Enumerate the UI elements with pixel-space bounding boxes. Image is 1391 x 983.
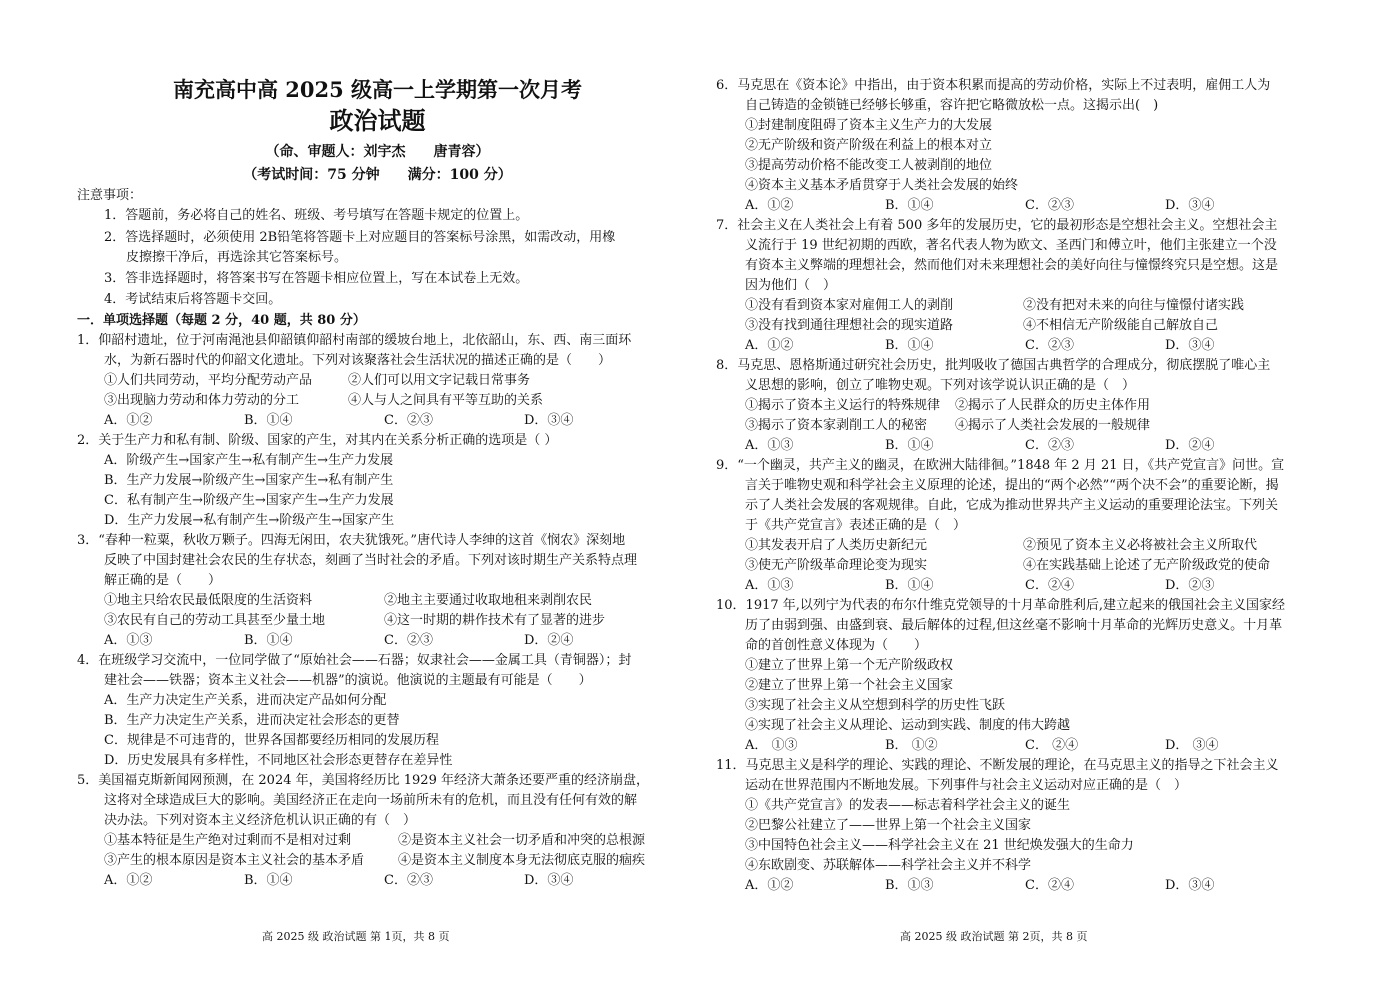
option-b[interactable]: B．①④ bbox=[244, 633, 293, 648]
q7-stem: 有资本主义弊端的理想社会，然而他们对未来理想社会的美好向往与憧憬终究只是空想。这是 bbox=[745, 258, 1279, 273]
option-b[interactable]: B． ①② bbox=[885, 738, 938, 753]
option-b[interactable]: B．①④ bbox=[885, 198, 934, 213]
q10-statement: ①建立了世界上第一个无产阶级政权 bbox=[745, 658, 954, 673]
note-2: 2．答选择题时，必须使用 2B铅笔将答题卡上对应题目的答案标号涂黑，如需改动，用橡 bbox=[104, 230, 616, 245]
q7-statement: ②没有把对未来的向往与憧憬付诸实践 bbox=[1023, 298, 1245, 313]
q9-statement: ④在实践基础上论述了无产阶级政党的使命 bbox=[1023, 558, 1271, 573]
q6-statement: ③提高劳动价格不能改变工人被剥削的地位 bbox=[745, 158, 993, 173]
exam-title: 南充高中高 2025 级高一上学期第一次月考 bbox=[172, 77, 583, 102]
option-a[interactable]: A．①③ bbox=[104, 633, 153, 648]
q6-statement: ①封建制度阻碍了资本主义生产力的大发展 bbox=[745, 118, 993, 133]
option-a[interactable]: A． ①③ bbox=[745, 738, 798, 753]
notes-heading: 注意事项： bbox=[77, 188, 143, 203]
q7-statement: ③没有找到通往理想社会的现实道路 bbox=[745, 318, 954, 333]
option-b[interactable]: B．①④ bbox=[244, 413, 293, 428]
option-c[interactable]: C．②③ bbox=[384, 413, 433, 428]
q3-statement: ①地主只给农民最低限度的生活资料 bbox=[104, 593, 313, 608]
q2-option[interactable]: A．阶级产生→国家产生→私有制产生→生产力发展 bbox=[104, 453, 394, 468]
q3-statement: ②地主主要通过收取地租来剥削农民 bbox=[384, 593, 593, 608]
q2-option[interactable]: C．私有制产生→阶级产生→国家产生→生产力发展 bbox=[104, 493, 394, 508]
q1-statement: ②人们可以用文字记载日常事务 bbox=[348, 373, 531, 388]
q10-stem: 历了由弱到强、由盛到衰、最后解体的过程,但这丝毫不影响十月革命的光辉历史意义。十月革 bbox=[745, 618, 1283, 633]
q9-stem: 9．“一个幽灵，共产主义的幽灵，在欧洲大陆徘徊。”1848 年 2 月 21 日，《共产党宣言》问世。宣 bbox=[716, 458, 1285, 473]
q3-stem: 反映了中国封建社会农民的生存状态，刻画了当时社会的矛盾。下列对该时期生产关系特点理 bbox=[104, 553, 638, 568]
option-d[interactable]: D．③④ bbox=[1165, 198, 1215, 213]
q7-statement: ①没有看到资本家对雇佣工人的剥削 bbox=[745, 298, 954, 313]
q2-option[interactable]: B．生产力发展→阶级产生→国家产生→私有制产生 bbox=[104, 473, 394, 488]
q8-statement: ③揭示了资本家剥削工人的秘密 bbox=[745, 418, 928, 433]
q4-option[interactable]: A．生产力决定生产关系，进而决定产品如何分配 bbox=[104, 693, 387, 708]
q5-statement: ④是资本主义制度本身无法彻底克服的痼疾 bbox=[398, 853, 646, 868]
q9-stem: 言关于唯物史观和科学社会主义原理的论述，提出的“两个必然”“两个决不会”的重要论断，揭 bbox=[745, 478, 1279, 493]
q11-statement: ④东欧剧变、苏联解体——科学社会主义并不科学 bbox=[745, 858, 1032, 873]
q10-statement: ③实现了社会主义从空想到科学的历史性飞跃 bbox=[745, 698, 1006, 713]
option-c[interactable]: C．②④ bbox=[1025, 578, 1074, 593]
q6-statement: ②无产阶级和资产阶级在利益上的根本对立 bbox=[745, 138, 993, 153]
q5-statement: ③产生的根本原因是资本主义社会的基本矛盾 bbox=[104, 853, 365, 868]
option-c[interactable]: C．②③ bbox=[384, 633, 433, 648]
q8-statement: ④揭示了人类社会发展的一般规律 bbox=[955, 418, 1151, 433]
q1-stem: 1．仰韶村遗址，位于河南渑池县仰韶镇仰韶村南部的缓坡台地上，北依韶山，东、西、南三面环 bbox=[77, 333, 632, 348]
option-d[interactable]: D．③④ bbox=[524, 873, 574, 888]
option-b[interactable]: B．①③ bbox=[885, 878, 934, 893]
page-footer: 高 2025 级 政治试题 第 2页，共 8 页 bbox=[900, 930, 1088, 943]
q1-stem: 水，为新石器时代的仰韶文化遗址。下列对该聚落社会生活状况的描述正确的是（ ） bbox=[104, 353, 612, 368]
option-d[interactable]: D．③④ bbox=[1165, 338, 1215, 353]
q11-stem: 运动在世界范围内不断地发展。下列事件与社会主义运动对应正确的是（ ） bbox=[745, 778, 1188, 793]
option-a[interactable]: A．①③ bbox=[745, 438, 794, 453]
option-d[interactable]: D．③④ bbox=[524, 413, 574, 428]
option-c[interactable]: C．②③ bbox=[1025, 438, 1074, 453]
q8-stem: 8．马克思、恩格斯通过研究社会历史，批判吸收了德国古典哲学的合理成分，彻底摆脱了唯心主 bbox=[716, 358, 1271, 373]
q5-stem: 这将对全球造成巨大的影响。美国经济正在走向一场前所未有的危机，而且没有任何有效的解 bbox=[104, 793, 638, 808]
note-3: 3．答非选择题时，将答案书写在答题卡相应位置上，写在本试卷上无效。 bbox=[104, 271, 529, 286]
time-score: （考试时间：75 分钟 满分：100 分） bbox=[243, 167, 512, 183]
q7-stem: 7．社会主义在人类社会上有着 500 多年的发展历史，它的最初形态是空想社会主义。空想社会主 bbox=[716, 218, 1278, 233]
q8-stem: 义思想的影响，创立了唯物史观。下列对该学说认识正确的是（ ） bbox=[745, 378, 1136, 393]
q11-statement: ①《共产党宣言》的发表——标志着科学社会主义的诞生 bbox=[745, 798, 1071, 813]
q7-stem: 义流行于 19 世纪初期的西欧，著名代表人物为欧文、圣西门和傅立叶，他们主张建立一个没 bbox=[745, 238, 1277, 253]
option-d[interactable]: D．②④ bbox=[1165, 438, 1215, 453]
option-d[interactable]: D．③④ bbox=[1165, 878, 1215, 893]
q6-stem: 自己铸造的金锁链已经够长够重，容许把它略微放松一点。这揭示出( ) bbox=[745, 98, 1159, 113]
option-c[interactable]: C．②③ bbox=[1025, 198, 1074, 213]
option-b[interactable]: B．①④ bbox=[885, 338, 934, 353]
q7-stem: 因为他们（ ） bbox=[745, 278, 837, 293]
q10-statement: ④实现了社会主义从理论、运动到实践、制度的伟大跨越 bbox=[745, 718, 1071, 733]
note-4: 4．考试结束后将答题卡交回。 bbox=[104, 292, 282, 307]
option-a[interactable]: A．①② bbox=[104, 873, 153, 888]
option-a[interactable]: A．①② bbox=[745, 198, 794, 213]
option-c[interactable]: C．②④ bbox=[1025, 878, 1074, 893]
option-a[interactable]: A．①② bbox=[745, 878, 794, 893]
q6-stem: 6．马克思在《资本论》中指出，由于资本积累而提高的劳动价格，实际上不过表明，雇佣工人为 bbox=[716, 78, 1271, 93]
q7-statement: ④不相信无产阶级能自己解放自己 bbox=[1023, 318, 1219, 333]
q5-statement: ①基本特征是生产绝对过剩而不是相对过剩 bbox=[104, 833, 352, 848]
q4-stem: 4．在班级学习交流中，一位同学做了“原始社会——石器；奴隶社会——金属工具（青铜器）；封 bbox=[77, 653, 632, 668]
q4-stem: 建社会——铁器；资本主义社会——机器”的演说。他演说的主题最有可能是（ ） bbox=[104, 673, 592, 688]
q3-statement: ③农民有自己的劳动工具甚至少量土地 bbox=[104, 613, 326, 628]
q5-statement: ②是资本主义社会一切矛盾和冲突的总根源 bbox=[398, 833, 646, 848]
option-d[interactable]: D． ③④ bbox=[1165, 738, 1219, 753]
q2-stem: 2．关于生产力和私有制、阶级、国家的产生，对其内在关系分析正确的选项是（ ） bbox=[77, 433, 558, 448]
q11-statement: ②巴黎公社建立了——世界上第一个社会主义国家 bbox=[745, 818, 1032, 833]
q9-stem: 示了人类社会发展的客观规律。自此，它成为推动世界共产主义运动的重要理论法宝。下列关 bbox=[745, 498, 1279, 513]
q10-stem: 命的首创性意义体现为（ ） bbox=[745, 638, 928, 653]
q2-option[interactable]: D．生产力发展→私有制产生→阶级产生→国家产生 bbox=[104, 513, 395, 528]
page-footer: 高 2025 级 政治试题 第 1页，共 8 页 bbox=[262, 930, 450, 943]
q9-stem: 于《共产党宣言》表述正确的是（ ） bbox=[745, 518, 967, 533]
option-a[interactable]: A．①② bbox=[104, 413, 153, 428]
q3-stem: 解正确的是（ ） bbox=[104, 573, 222, 588]
q6-statement: ④资本主义基本矛盾贯穿于人类社会发展的始终 bbox=[745, 178, 1019, 193]
q4-option[interactable]: B．生产力决定生产关系，进而决定社会形态的更替 bbox=[104, 713, 400, 728]
q4-option[interactable]: C．规律是不可违背的，世界各国都要经历相同的发展历程 bbox=[104, 733, 439, 748]
q10-statement: ②建立了世界上第一个社会主义国家 bbox=[745, 678, 954, 693]
q5-stem: 决办法。下列对资本主义经济危机认识正确的有（ ） bbox=[104, 813, 417, 828]
q8-statement: ②揭示了人民群众的历史主体作用 bbox=[955, 398, 1151, 413]
section-heading: 一．单项选择题（每题 2 分，40 题，共 80 分） bbox=[77, 313, 366, 328]
q1-statement: ③出现脑力劳动和体力劳动的分工 bbox=[104, 393, 300, 408]
authors: （命、审题人：刘宇杰 唐青容） bbox=[265, 144, 490, 160]
subject-title: 政治试题 bbox=[329, 106, 426, 135]
q3-stem: 3．“春种一粒粟，秋收万颗子。四海无闲田，农夫犹饿死。”唐代诗人李绅的这首《悯农》深刻地 bbox=[77, 533, 626, 548]
option-b[interactable]: B．①④ bbox=[885, 578, 934, 593]
note-2-cont: 皮擦擦干净后，再选涂其它答案标号。 bbox=[126, 250, 348, 265]
q3-statement: ④这一时期的耕作技术有了显著的进步 bbox=[384, 613, 606, 628]
q10-stem: 10．1917 年,以列宁为代表的布尔什维克党领导的十月革命胜利后,建立起来的俄国社会主义国家经 bbox=[716, 598, 1286, 613]
option-d[interactable]: D．②③ bbox=[1165, 578, 1215, 593]
option-b[interactable]: B．①④ bbox=[885, 438, 934, 453]
q8-statement: ①揭示了资本主义运行的特殊规律 bbox=[745, 398, 941, 413]
q11-stem: 11．马克思主义是科学的理论、实践的理论、不断发展的理论，在马克思主义的指导之下社会主义 bbox=[716, 758, 1279, 773]
q9-statement: ①其发表开启了人类历史新纪元 bbox=[745, 538, 928, 553]
option-c[interactable]: C． ②④ bbox=[1025, 738, 1079, 753]
option-d[interactable]: D．②④ bbox=[524, 633, 574, 648]
option-c[interactable]: C．②③ bbox=[1025, 338, 1074, 353]
option-a[interactable]: A．①③ bbox=[745, 578, 794, 593]
q5-stem: 5．美国福克斯新闻网预测，在 2024 年，美国将经历比 1929 年经济大萧条还要严重的经济崩盘， bbox=[77, 773, 649, 788]
note-1: 1．答题前，务必将自己的姓名、班级、考号填写在答题卡规定的位置上。 bbox=[104, 208, 529, 223]
q1-statement: ④人与人之间具有平等互助的关系 bbox=[348, 393, 544, 408]
q4-option[interactable]: D．历史发展具有多样性，不同地区社会形态更替存在差异性 bbox=[104, 753, 453, 768]
option-b[interactable]: B．①④ bbox=[244, 873, 293, 888]
option-c[interactable]: C．②③ bbox=[384, 873, 433, 888]
q9-statement: ②预见了资本主义必将被社会主义所取代 bbox=[1023, 538, 1258, 553]
q9-statement: ③使无产阶级革命理论变为现实 bbox=[745, 558, 928, 573]
q11-statement: ③中国特色社会主义——科学社会主义在 21 世纪焕发强大的生命力 bbox=[745, 838, 1134, 853]
option-a[interactable]: A．①② bbox=[745, 338, 794, 353]
q1-statement: ①人们共同劳动，平均分配劳动产品 bbox=[104, 373, 313, 388]
